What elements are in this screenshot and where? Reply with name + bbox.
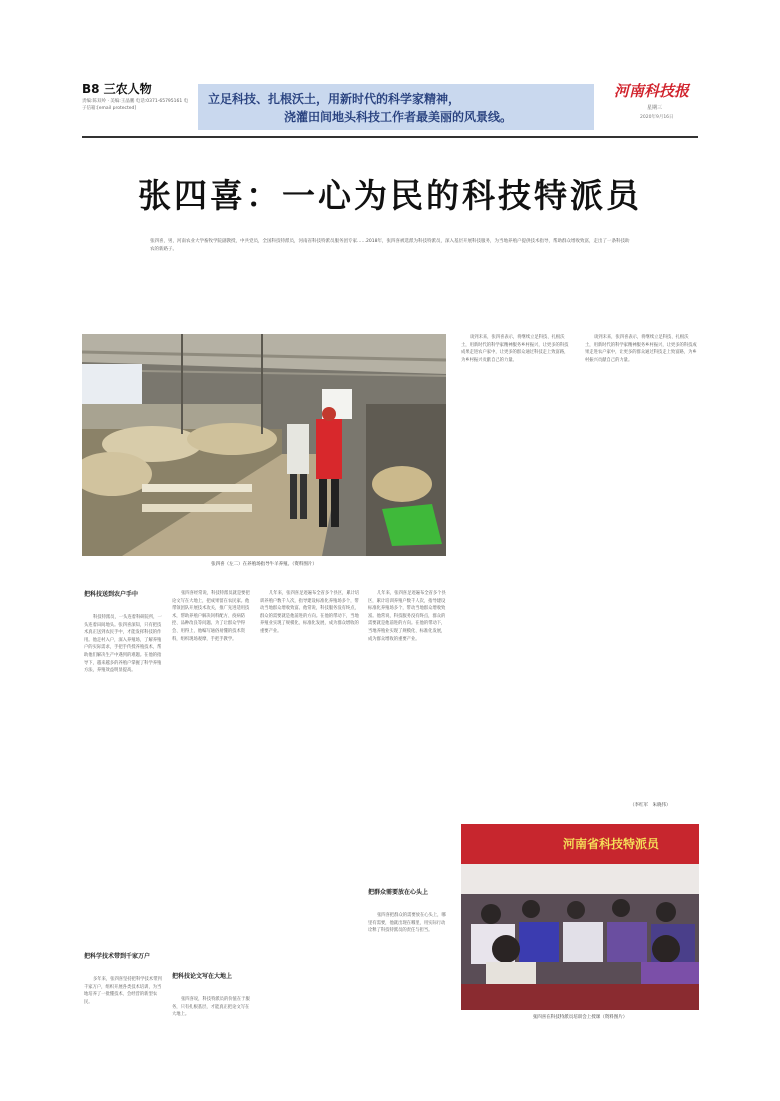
barn-photo-caption: 张四喜（左二）在养殖场指导牛羊养殖。（资料图片） [211, 562, 317, 567]
byline: （李红军 朱晓伟） [630, 803, 671, 808]
barn-photo [82, 334, 446, 556]
body-text-col3-2: 张四喜把群众的需要放在心头上，哪里有需要，他就出现在哪里，用实际行动诠释了科技特派员的责任与担当。 [368, 913, 446, 934]
body-text-col3-1b: 几年来，张四喜足迹遍布全省多个县区，累计培训养殖户数千人次，指导建设标准化养殖场多个，带动当地群众增收致富。他常说，科技服务没有终点，群众的需要就是他前进的方向。在他的带动下，当地养殖业实现了规模化、标准化发展，成为群众增收的重要产业。 [368, 591, 446, 642]
header-rule [82, 136, 698, 138]
training-photo-caption: 张四喜在科技特派员培训会上授课（资料图片） [532, 1015, 628, 1020]
training-banner-text: 河南省科技特派员 [562, 837, 660, 851]
body-text-col2-1: 张四喜经常说，科技特派员就是要把论文写在大地上，把成果留在农民家。他带领团队开展技术攻关，推广先进适用技术，帮助养殖户解决饲料配方、疫病防控、品种改良等问题。为了让群众学得会、用得上，他编写通俗易懂的技术资料，组织现场观摩，手把手教学。 [172, 591, 250, 642]
body-text-col1-1: 科技特派员，一头连着科研院所，一头连着田间地头。张四喜深知，只有把技术真正送到农民手中，才能发挥科技的作用。他走村入户，深入养殖场，了解养殖户的实际需求，手把手传授养殖技术，帮助他们解决生产中遇到的难题。在他的指导下，越来越多的养殖户掌握了科学养殖方法，养殖效益明显提高。 [84, 615, 162, 674]
subheading-col1-1: 把科技送到农户手中 [84, 591, 139, 598]
body-text-col1-2: 多年来，张四喜坚持把科学技术带到千家万户，组织开展各类技术培训，为当地培养了一批懂技术、会经营的新型农民。 [84, 977, 162, 1005]
intro-paragraph: 张四喜，男，河南农业大学畜牧学院副教授，中共党员，全国科技特派员，河南省科技特派员服务团专家……2018年，张四喜被选派为科技特派员，深入基层开展科技服务，为当地养殖户提供技术指导，帮助群众增收致富，走出了一条科技助农的新路子。 [150, 239, 630, 252]
slogan-line-1: 立足科技、扎根沃土，用新时代的科学家精神， [208, 92, 461, 106]
section-meta: 责编:陈双岭 · 美编:王晶鹏 电话:0371-65795161 电子信箱:[email protected] [82, 99, 189, 111]
weekday: 星期三 [647, 105, 663, 111]
paper-logo: 河南科技报 [614, 82, 690, 100]
subheading-col3-1: 把群众需要放在心头上 [368, 889, 429, 896]
section-label: B8 三农人物 [82, 82, 152, 96]
body-text-col3-1: 几年来，张四喜足迹遍布全省多个县区，累计培训养殖户数千人次，指导建设标准化养殖场多个，带动当地群众增收致富。他常说，科技服务没有终点，群众的需要就是他前进的方向。在他的带动下，当地养殖业实现了规模化、标准化发展，成为群众增收的重要产业。 [260, 591, 360, 634]
subheading-col1-2: 把科学技术带到千家万户 [84, 953, 151, 960]
headline: 张四喜：一心为民的科技特派员 [138, 176, 642, 215]
subheading-col2-1: 把科技论文写在大地上 [172, 973, 233, 980]
issue-date: 2020年9月16日 [640, 115, 674, 120]
body-text-col2-2: 张四喜说，科技特派员的价值在于服务，只有扎根基层，才能真正把论文写在大地上。 [172, 997, 250, 1018]
body-text-col4-2: 谈到未来，张四喜表示，将继续立足科技、扎根沃土，用新时代的科学家精神服务乡村振兴，让更多的科技成果走进农户家中，让更多的群众通过科技走上致富路，为乡村振兴贡献自己的力量。 [585, 335, 697, 363]
training-photo [461, 824, 699, 1010]
body-text-col4-1: 谈到未来，张四喜表示，将继续立足科技、扎根沃土，用新时代的科学家精神服务乡村振兴，让更多的科技成果走进农户家中，让更多的群众通过科技走上致富路，为乡村振兴贡献自己的力量。 [461, 335, 569, 363]
slogan-line-2: 浇灌田间地头科技工作者最美丽的风景线。 [284, 110, 513, 124]
